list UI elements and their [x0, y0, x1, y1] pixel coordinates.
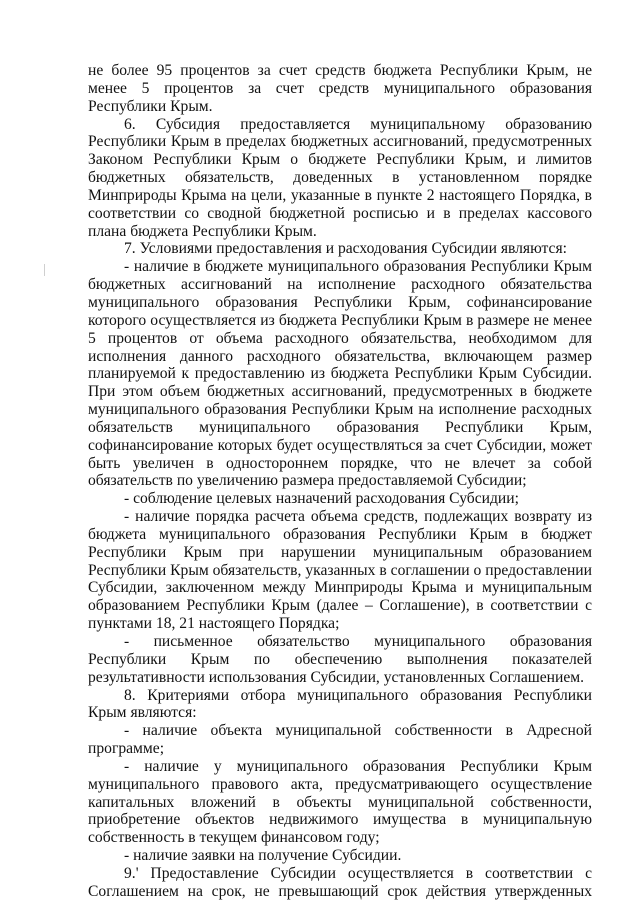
paragraph-8-criterion-2: - наличие у муниципального образования Республики Крым муниципального правового акта, предусматривающего осуществление капитальных вложений в объекты муниципальной собственности, приобретение объектов недвижимого имущества в муниципальную собственность в текущем финансовом году;: [88, 757, 592, 847]
paragraph-7-heading: 7. Условиями предоставления и расходования Субсидии являются:: [124, 240, 567, 258]
paragraph-8-criterion-3: - наличие заявки на получение Субсидии.: [124, 847, 402, 865]
paragraph-8-criterion-1: - наличие объекта муниципальной собственности в Адресной программе;: [88, 722, 592, 758]
document-body: [88, 62, 592, 901]
paragraph-7-condition-4: - письменное обязательство муниципального образования Республики Крым по обеспечению выполнения показателей результативности использования Субсидии, установленных Соглашением.: [88, 633, 592, 686]
paragraph-7-condition-1: - наличие в бюджете муниципального образования Республики Крым бюджетных ассигнований на исполнение расходного обязательства муниципального образования Республики Крым, софинансирование которого осуществляется из бюджета Республики Крым в размере не менее 5 процентов от объема расходного обязательства, необходимом для исполнения данного расходного обязательства, включающем размер планируемой к предоставлению из бюджета Республики Крым Субсидии. При этом объем бюджетных ассигнований, предусмотренных в бюджете муниципального образования Республики Крым на исполнение расходных обязательств муниципального образования Республики Крым, софинансирование которых будет осуществляться за счет Субсидии, может быть увеличен в одностороннем порядке, что не влечет за собой обязательств по увеличению размера предоставляемой Субсидии;: [88, 258, 592, 490]
paragraph-9: 9.' Предоставление Субсидии осуществляется в соответствии с Соглашением на срок, не превышающий срок действия утвержденных: [88, 864, 592, 900]
paragraph-funding-share: не более 95 процентов за счет средств бюджета Республики Крым, не менее 5 процентов за счет средств муниципального образования Республики Крым.: [88, 62, 592, 115]
paragraph-6: 6. Субсидия предоставляется муниципальному образованию Республики Крым в пределах бюджетных ассигнований, предусмотренных Законом Республики Крым о бюджете Республики Крым, и лимитов бюджетных обязательств, доведенных в установленном порядке Минприроды Крыма на цели, указанные в пункте 2 настоящего Порядка, в соответствии со сводной бюджетной росписью и в пределах кассового плана бюджета Республики Крым.: [88, 115, 592, 240]
paragraph-7-condition-2: - соблюдение целевых назначений расходования Субсидии;: [124, 490, 519, 508]
margin-mark: [44, 264, 45, 276]
paragraph-7-condition-3: - наличие порядка расчета объема средств, подлежащих возврату из бюджета муниципального образования Республики Крым в бюджет Республики Крым при нарушении муниципальным образованием Республики Крым обязательств, указанных в соглашении о предоставлении Субсидии, заключенном между Минприроды Крыма и муниципальным образованием Республики Крым (далее – Соглашение), в соответствии с пунктами 18, 21 настоящего Порядка;: [88, 508, 592, 633]
paragraph-8-heading: 8. Критериями отбора муниципального образования Республики Крым являются:: [88, 686, 592, 722]
